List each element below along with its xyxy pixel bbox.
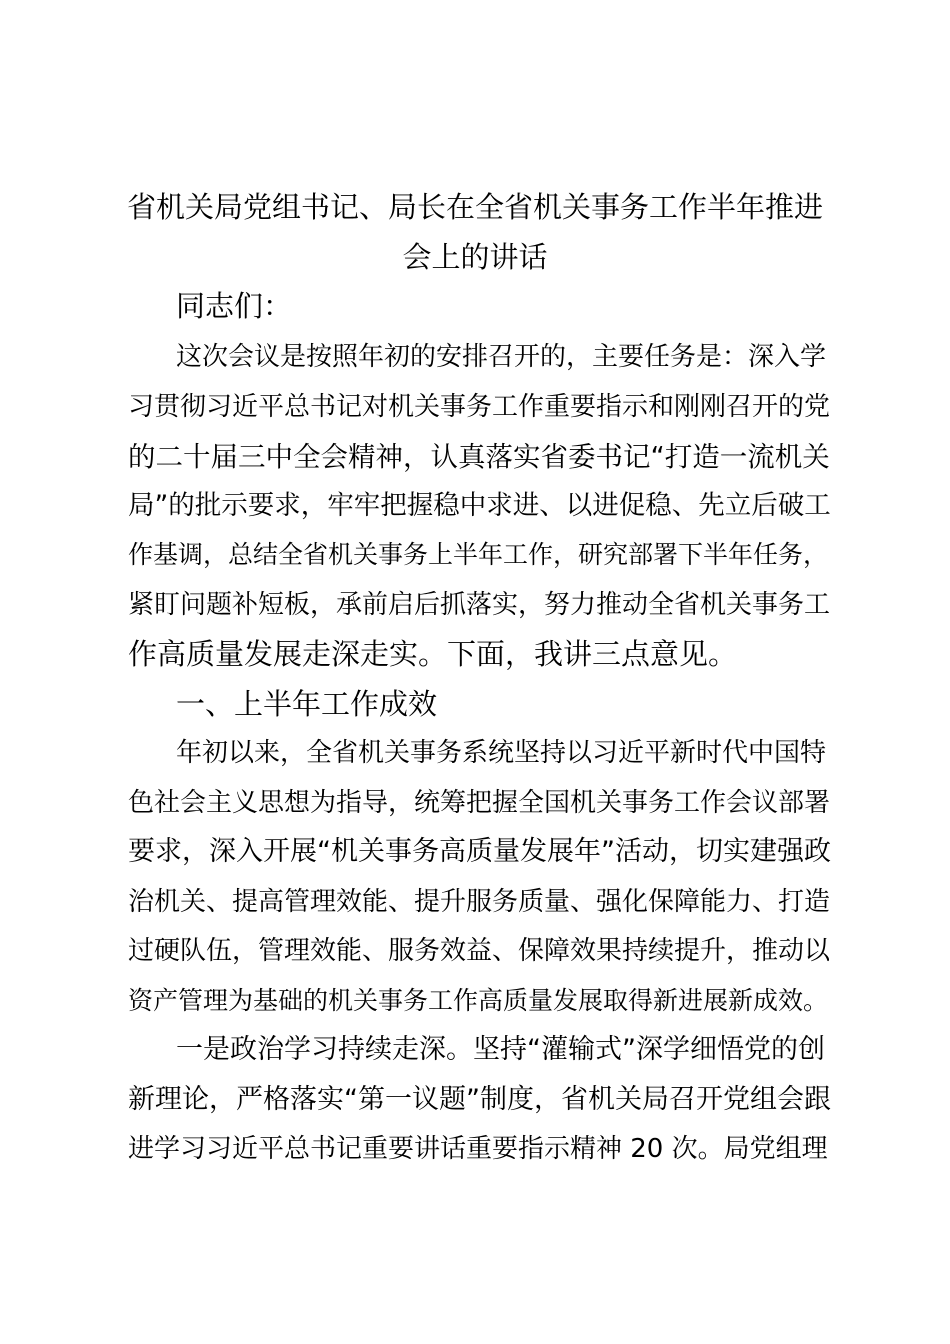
paragraph-1-line: 作高质量发展走深走实。下面，我讲三点意见。 [128,637,738,671]
paragraph-1-line: 的二十届三中全会精神，认真落实省委书记“打造一流机关 [128,441,830,473]
paragraph-2-line: 治机关、提高管理效能、提升服务质量、强化保障能力、打造 [128,887,831,917]
document-title-line-2: 会上的讲话 [402,240,548,274]
section-heading-1: 一、上半年工作成效 [176,687,438,721]
paragraph-2-line: 过硬队伍，管理效能、服务效益、保障效果持续提升，推动以 [128,936,831,966]
paragraph-2-line: 色社会主义思想为指导，统筹把握全国机关事务工作会议部署 [128,788,831,818]
salutation: 同志们： [176,289,293,323]
paragraph-2-line: 要求，深入开展“机关事务高质量发展年”活动，切实建强政 [128,836,831,867]
paragraph-3-line: 进学习习近平总书记重要讲话重要指示精神 20 次。局党组理 [128,1134,828,1164]
paragraph-1-line: 紧盯问题补短板，承前启后抓落实，努力推动全省机关事务工 [128,590,831,620]
document-title-line-1: 省机关局党组书记、局长在全省机关事务工作半年推进 [126,190,823,224]
paragraph-1-line: 习贯彻习近平总书记对机关事务工作重要指示和刚刚召开的党 [128,392,831,422]
paragraph-3-line: 新理论，严格落实“第一议题”制度，省机关局召开党组会跟 [128,1084,831,1115]
paragraph-1-line: 这次会议是按照年初的安排召开的，主要任务是：深入学 [176,342,827,372]
paragraph-1-line: 作基调，总结全省机关事务上半年工作，研究部署下半年任务， [128,540,829,569]
paragraph-1-line: 局”的批示要求，牢牢把握稳中求进、以进促稳、先立后破工 [128,490,831,521]
paragraph-2-line: 资产管理为基础的机关事务工作高质量发展取得新进展新成效。 [128,986,829,1015]
paragraph-3-line: 一是政治学习持续走深。坚持“灌输式”深学细悟党的创 [176,1034,825,1065]
paragraph-2-line: 年初以来，全省机关事务系统坚持以习近平新时代中国特 [176,738,827,768]
